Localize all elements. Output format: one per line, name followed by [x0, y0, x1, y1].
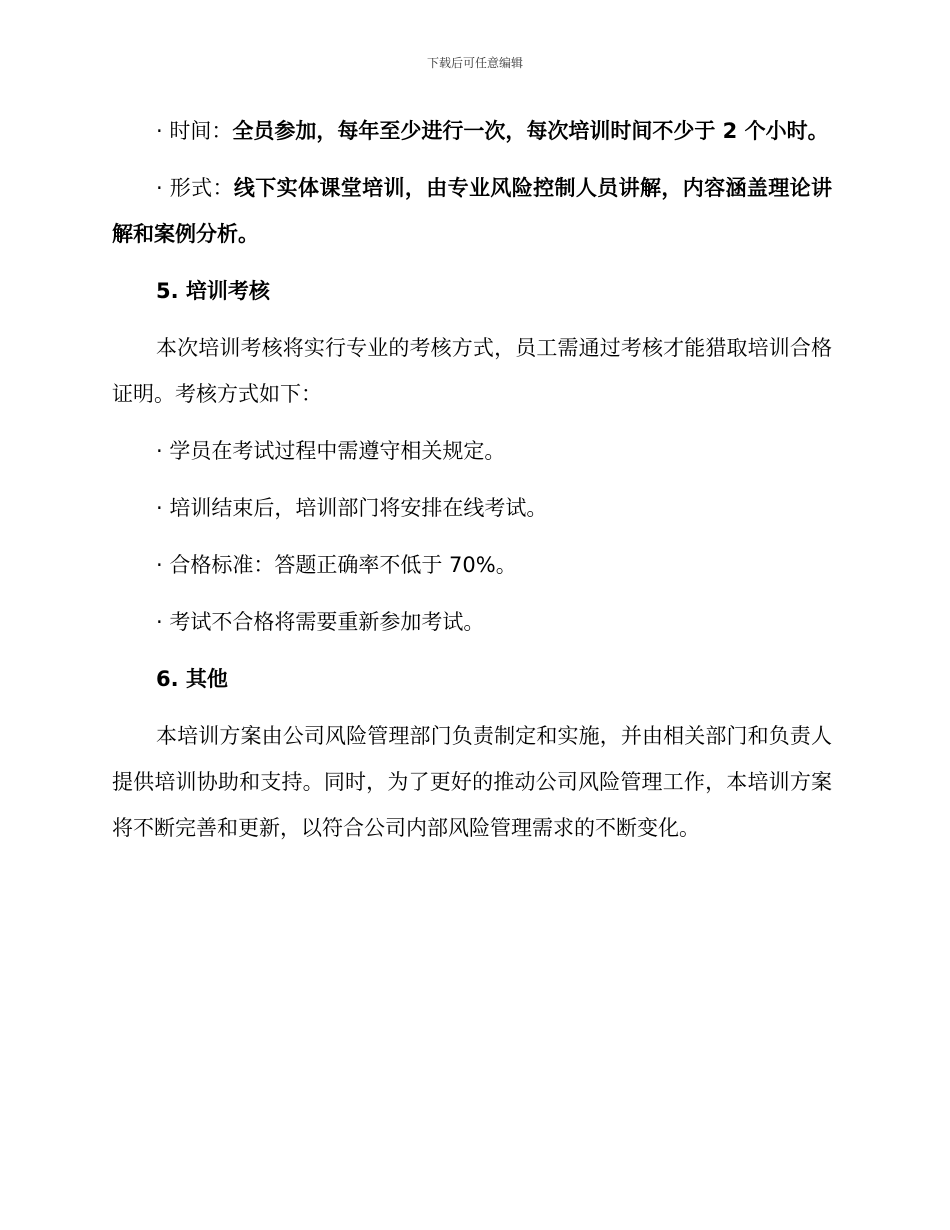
form-item: [112, 165, 832, 257]
time-text: 全员参加，每年至少进行一次，每次培训时间不少于 2 个小时。: [232, 119, 829, 143]
form-text: 线下实体课堂培训，由专业风险控制人员讲解，内容涵盖理论讲解和案例分析。: [112, 176, 832, 246]
assessment-bullet-3: · 合格标准：答题正确率不低于 70%。: [156, 553, 517, 577]
page-header-note: 下载后可任意编辑: [426, 56, 523, 70]
time-item: [112, 108, 832, 154]
document-body: [112, 108, 832, 862]
section-5-intro: 本次培训考核将实行专业的考核方式，员工需通过考核才能猎取培训合格证明。考核方式如下：: [112, 336, 832, 406]
time-label: · 时间：: [156, 119, 233, 143]
assessment-bullet-1: · 学员在考试过程中需遵守相关规定。: [156, 439, 506, 463]
section-6-heading: 6. 其他: [156, 667, 228, 691]
form-label: · 形式：: [156, 176, 234, 200]
assessment-bullet-4: · 考试不合格将需要重新参加考试。: [156, 610, 485, 634]
section-5-heading: 5. 培训考核: [156, 279, 270, 303]
section-6-text: 本培训方案由公司风险管理部门负责制定和实施，并由相关部门和负责人提供培训协助和支持。同时，为了更好的推动公司风险管理工作，本培训方案将不断完善和更新，以符合公司内部风险管理需求的不断变化。: [112, 724, 832, 840]
assessment-bullet-2: · 培训结束后，培训部门将安排在线考试。: [156, 496, 548, 520]
